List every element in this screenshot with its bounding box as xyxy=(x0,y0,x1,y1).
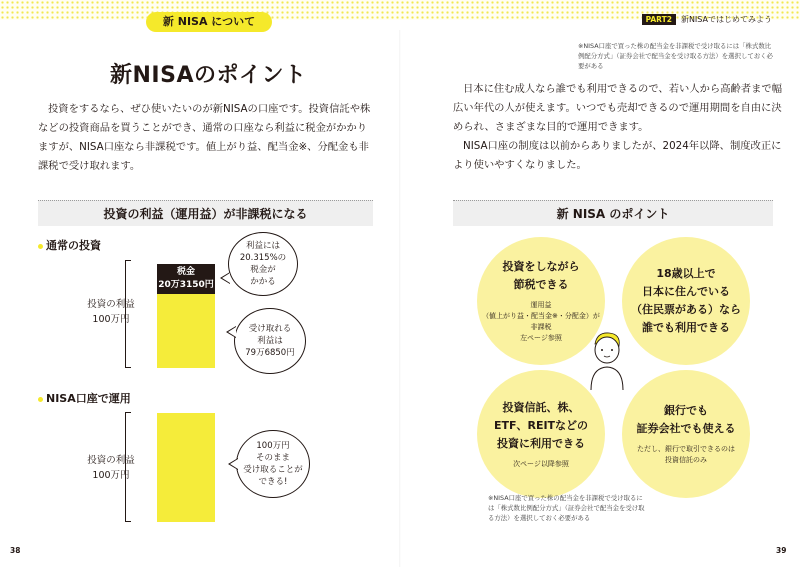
net-profit-bar xyxy=(157,294,215,368)
point-3-title: 投資信託、株、 ETF、REITなどの 投資に利用できる xyxy=(493,400,589,450)
bottom-footnote: ※NISA口座で買った株の配当金を非課税で受け取るには「株式数比例配分方式」（証券会社で配当金を受け取る方法）を選択しておく必要がある xyxy=(488,494,645,522)
page-number-left: 38 xyxy=(10,546,21,555)
part-title: 新NISAではじめてみよう xyxy=(680,14,772,24)
point-4-sub: ただし、銀行で取引できるのは 投資信託のみ xyxy=(637,445,735,464)
section-tab: 新 NISA について xyxy=(146,12,272,32)
right-intro-paragraph-1: 日本に住む成人なら誰でも利用できるので、若い人から高齢者まで幅広い年代の人が使えます。いつでも売却できるので運用期間を自由に決められ、さまざまな目的で運用できます。 xyxy=(453,83,782,133)
right-intro-paragraph-2: NISA口座の制度は以前からありましたが、2024年以降、制度改正により使いやすくなりました。 xyxy=(453,140,782,171)
nisa-bubble-tail xyxy=(228,458,238,470)
bullet-icon xyxy=(38,397,43,402)
page-fold xyxy=(399,30,401,567)
person-illustration-icon xyxy=(583,330,629,392)
left-box-header: 投資の利益（運用益）が非課税になる xyxy=(38,200,373,226)
normal-profit-label: 投資の利益 100万円 xyxy=(87,299,135,325)
page-title: 新NISAのポイント xyxy=(110,63,307,88)
part-badge: PART2 xyxy=(642,14,676,25)
page-number-right: 39 xyxy=(776,546,787,555)
point-2-title: 18歳以上で 日本に住んでいる （住民票がある）なら 誰でも利用できる xyxy=(631,267,741,334)
tax-bar-amount: 20万3150円 xyxy=(158,280,214,290)
point-circle-4 xyxy=(622,370,750,498)
tax-bubble-tail xyxy=(220,272,230,284)
point-1-title: 投資をしながら 節税できる xyxy=(502,260,580,291)
nisa-account-heading xyxy=(38,390,131,406)
receive-amount-bubble: 受け取れる 利益は 79万6850円 xyxy=(234,308,306,374)
right-intro xyxy=(453,80,783,175)
point-1-sub: 運用益 （値上がり益・配当金※・分配金）が 非課税 左ページ参照 xyxy=(482,301,600,342)
point-4-title: 銀行でも 証券会社でも使える xyxy=(636,404,736,435)
top-footnote: ※NISA口座で買った株の配当金を非課税で受け取るには「株式数比例配分方式」（証券会社で配当金を受け取る方法）を選択しておく必要がある xyxy=(578,42,773,70)
part-header xyxy=(642,12,772,26)
bullet-icon xyxy=(38,244,43,249)
tax-rate-bubble: 利益には 20.315%の 税金が かかる xyxy=(228,232,298,296)
tax-bar-label: 税金 xyxy=(176,267,195,277)
receive-bubble-tail xyxy=(226,326,236,338)
nisa-profit-label: 投資の利益 100万円 xyxy=(87,455,135,481)
nisa-bubble: 100万円 そのまま 受け取ることが できる! xyxy=(236,430,310,498)
left-intro-paragraph: 投資をするなら、ぜひ使いたいのが新NISAの口座です。投資信託や株などの投資商品を買うことができ、通常の口座なら利益に税金がかかりますが、NISA口座なら非課税です。値上がり益、配当金※、分配金も非課税で受け取れます。 xyxy=(38,103,371,172)
nisa-account-label: NISA口座で運用 xyxy=(46,392,131,405)
right-box-header: 新 NISA のポイント xyxy=(453,200,773,226)
normal-investment-label: 通常の投資 xyxy=(46,239,101,252)
point-circle-2 xyxy=(622,237,750,365)
normal-investment-heading xyxy=(38,237,101,253)
nisa-profit-bar xyxy=(157,413,215,522)
tax-bar xyxy=(157,264,215,294)
point-3-sub: 次ページ以降参照 xyxy=(513,459,569,468)
